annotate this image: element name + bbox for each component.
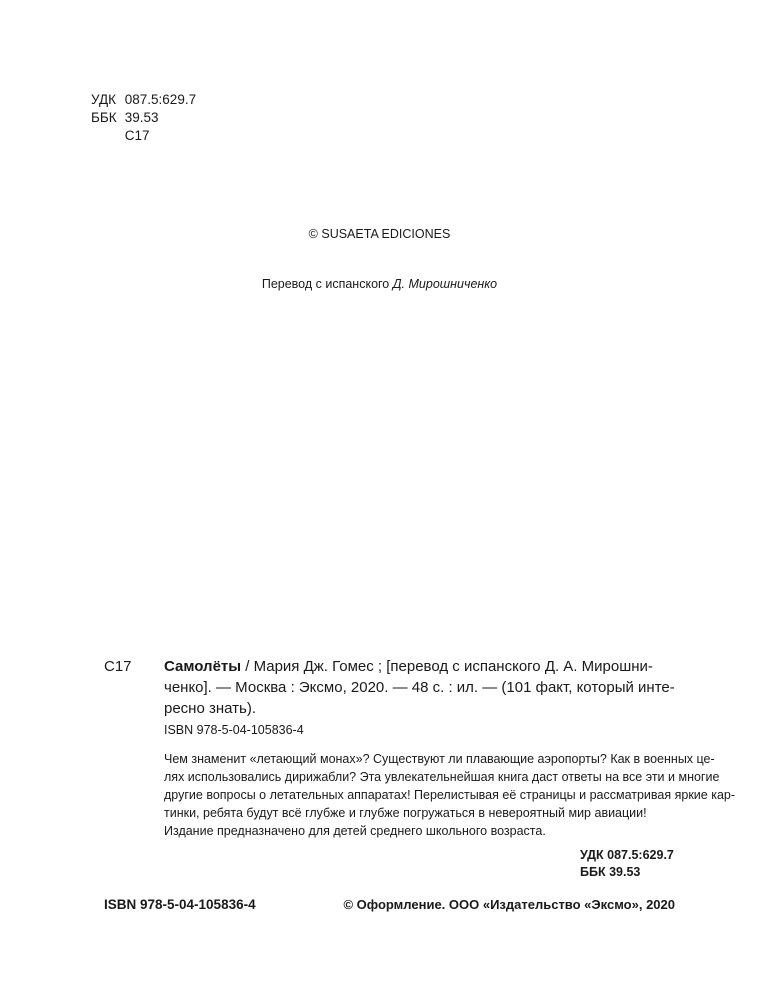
annotation-line-2: лях использовались дирижабли? Эта увлекательнейшая книга даст ответы на все эти и многие xyxy=(164,770,720,784)
isbn-line: ISBN 978-5-04-105836-4 xyxy=(164,723,304,737)
author-mark: С17 xyxy=(124,128,150,143)
translation-credit xyxy=(0,277,759,291)
annotation-line-1: Чем знаменит «летающий монах»? Существуют ли плавающие аэропорты? Как в военных це- xyxy=(164,752,715,766)
bbk-label: ББК xyxy=(91,110,117,125)
classification-block xyxy=(91,91,196,145)
bib-line-1 xyxy=(164,656,675,677)
translation-prefix: Перевод с испанского xyxy=(261,277,390,291)
udk-label: УДК xyxy=(91,92,116,107)
footer-classification xyxy=(580,847,674,881)
bib-line-3: ресно знать). xyxy=(164,700,256,717)
bbk-line xyxy=(91,109,196,127)
translator-name: Д. Мирошниченко xyxy=(392,277,498,291)
footer-udk: УДК 087.5:629.7 xyxy=(580,848,674,862)
udk-line xyxy=(91,91,196,109)
footer-bbk: ББК 39.53 xyxy=(580,865,641,879)
footer-isbn: ISBN 978-5-04-105836-4 xyxy=(104,897,256,912)
bibliographic-record xyxy=(164,656,675,719)
bbk-value: 39.53 xyxy=(124,110,159,125)
annotation-line-3: другие вопросы о летательных аппаратах! Перелистывая её страницы и рассматривая яркие кар- xyxy=(164,788,736,802)
bib-line-2: ченко]. — Москва : Эксмо, 2020. — 48 с. : ил. — (101 факт, который инте- xyxy=(164,679,675,696)
annotation-line-5: Издание предназначено для детей среднего школьного возраста. xyxy=(164,824,546,838)
design-copyright: © Оформление. ООО «Издательство «Эксмо», 2020 xyxy=(343,897,675,912)
original-copyright: © SUSAETA EDICIONES xyxy=(308,227,451,241)
annotation xyxy=(164,750,735,840)
annotation-line-4: тинки, ребята будут всё глубже и глубже погружаться в невероятный мир авиации! xyxy=(164,806,647,820)
author-mark-line xyxy=(91,127,196,145)
book-title: Самолёты xyxy=(164,658,242,675)
bib-line-1-rest: / Мария Дж. Гомес ; [перевод с испанского Д. А. Мирошни- xyxy=(241,658,653,675)
bib-author-mark: С17 xyxy=(104,658,132,675)
udk-value: 087.5:629.7 xyxy=(124,92,197,107)
